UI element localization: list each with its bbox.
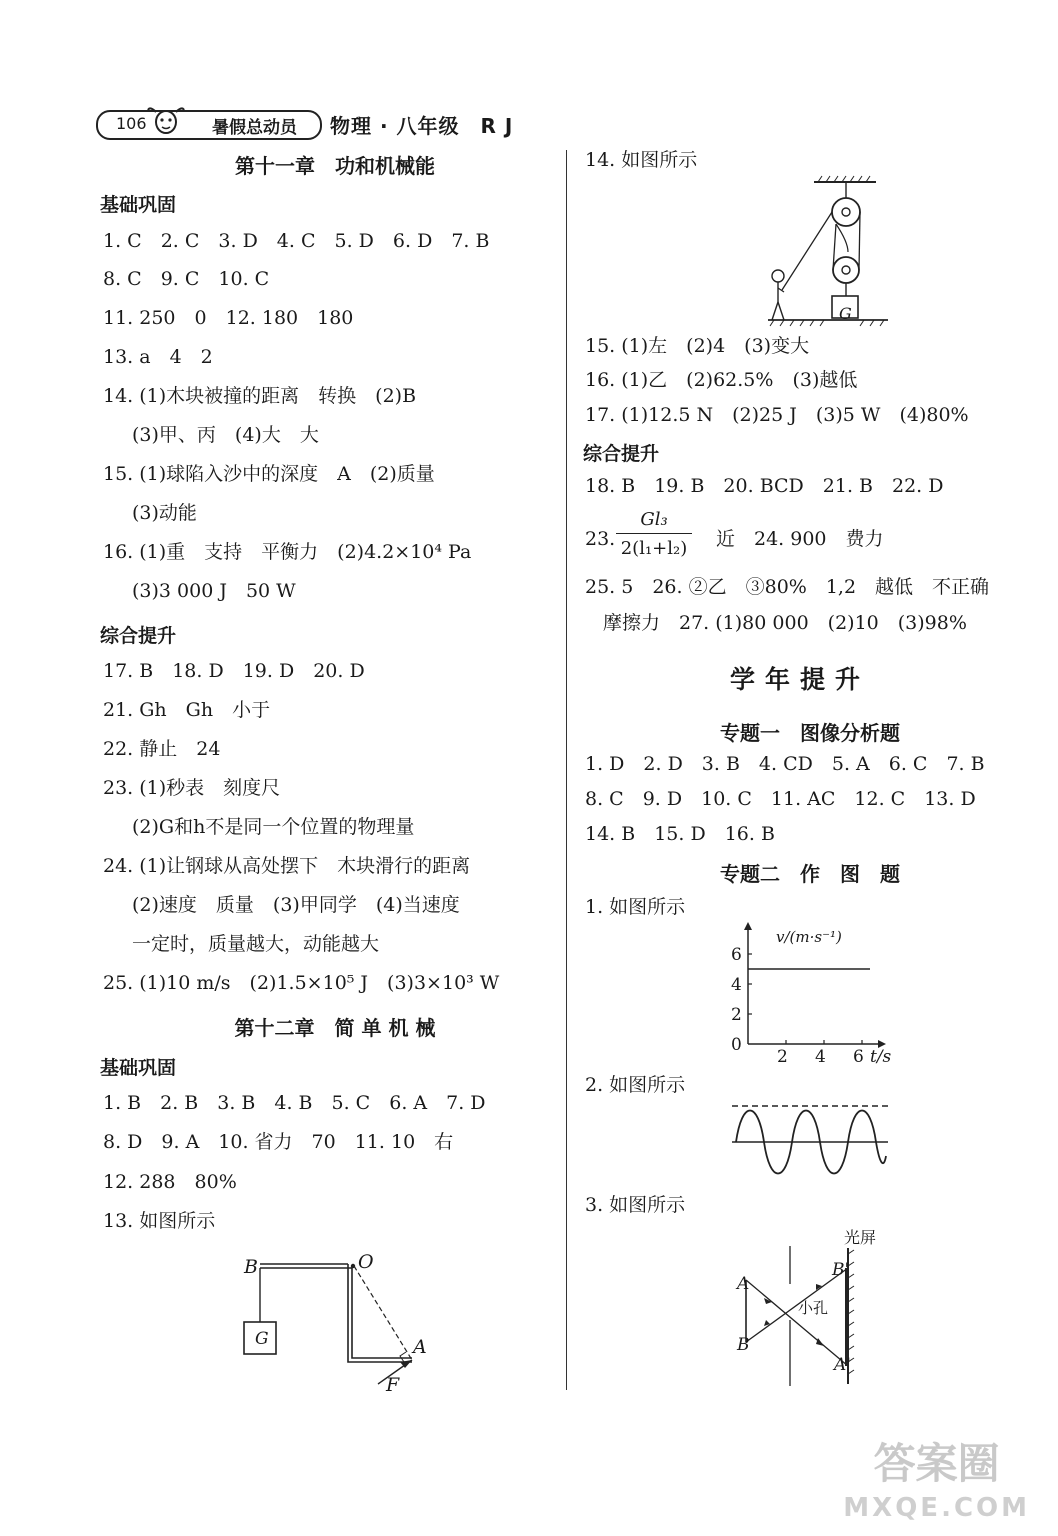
answer-line: 一定时，质量越大，动能越大 [113,933,380,955]
answer-line: 8. C 9. C 10. C [103,268,270,290]
chapter-11-title: 第十一章 功和机械能 [235,154,435,178]
label-B: B [737,1335,750,1355]
ytick-label: 6 [731,945,742,965]
answer-line: 13. a 4 2 [103,346,213,368]
answer-line: 14. (1)木块被撞的距离 转换 (2)B [103,385,417,407]
answer-line: 2. 如图所示 [585,1074,686,1096]
answer-line: (2)速度 质量 (3)甲同学 (4)当速度 [113,894,460,916]
mascot-icon [146,104,186,136]
label-A: A [413,1336,427,1358]
fraction-bar [616,533,692,534]
answer-line: 1. 如图所示 [585,896,686,918]
label-G: G [255,1329,269,1349]
q23-denominator: 2(l₁+l₂) [620,538,688,559]
answer-line: 18. B 19. B 20. BCD 21. B 22. D [585,475,944,497]
answer-line: 22. 静止 24 [103,738,221,760]
answer-line: 近 24. 900 费力 [716,528,884,550]
q23-numerator: Gl₃ [640,509,668,530]
label-B: B [244,1256,258,1278]
watermark-logo [843,1439,1030,1530]
answer-line: 15. (1)左 (2)4 (3)变大 [585,335,810,357]
answer-line: 24. (1)让钢球从高处摆下 木块滑行的距离 [103,855,471,877]
label-A-prime: A' [834,1355,851,1375]
answer-line: 16. (1)重 支持 平衡力 (2)4.2×10⁴ Pa [103,541,472,563]
topic-1-title: 专题一 图像分析题 [720,721,900,745]
section-advanced-1: 综合提升 [100,625,177,647]
answer-line: 25. (1)10 m/s (2)1.5×10⁵ J (3)3×10³ W [103,972,500,994]
answer-line: 1. D 2. D 3. B 4. CD 5. A 6. C 7. B [585,753,985,775]
chapter-12-title: 第十二章 简 单 机 械 [234,1016,436,1040]
ytick-label: 2 [731,1005,742,1025]
graph-ylabel: v/(m·s⁻¹) [776,928,842,946]
answer-line: (3)3 000 J 50 W [113,580,296,602]
answer-line: 17. B 18. D 19. D 20. D [103,660,365,682]
column-divider [566,150,567,1390]
topic-2-title: 专题二 作 图 题 [720,862,900,886]
answer-line: 8. D 9. A 10. 省力 70 11. 10 右 [103,1131,454,1153]
xtick-label: 6 [853,1047,864,1067]
answer-line: (3)甲、丙 (4)大 大 [113,424,319,446]
pulley-figure [764,172,892,328]
answer-line: (2)G和h不是同一个位置的物理量 [113,816,415,838]
answer-line: 8. C 9. D 10. C 11. AC 12. C 13. D [585,788,976,810]
year-review-title: 学年提升 [729,665,870,694]
answer-line: 14. B 15. D 16. B [585,823,775,845]
answer-line: 摩擦力 27. (1)80 000 (2)10 (3)98% [603,612,967,634]
answer-line: 3. 如图所示 [585,1194,686,1216]
answer-line: (3)动能 [113,502,197,524]
page-number: 106 [116,114,147,133]
pulley-box-label: G [839,304,852,323]
answer-line: 23. (1)秒表 刻度尺 [103,777,281,799]
ytick-label: 4 [731,975,742,995]
brand-name: 暑假总动员 [212,118,297,138]
xtick-label: 2 [777,1047,788,1067]
watermark-text: 答案圈 [873,1439,1000,1488]
section-advanced-2: 综合提升 [583,443,660,465]
xtick-label: 4 [815,1047,826,1067]
label-O: O [358,1251,374,1273]
answer-line: 12. 288 80% [103,1171,237,1193]
section-basic-2: 基础巩固 [100,1057,177,1079]
label-B-prime: B' [832,1260,850,1280]
answer-line: 14. 如图所示 [585,149,698,171]
graph-xlabel: t/s [870,1047,892,1067]
answer-line: 13. 如图所示 [103,1210,216,1232]
subject-label: 物理 · 八年级 R J [330,114,514,138]
ytick-label: 0 [731,1035,742,1055]
watermark-url: MXQE.COM [843,1493,1030,1523]
screen-label: 光屏 [844,1228,877,1247]
wave-figure [728,1096,892,1190]
answer-line: 1. C 2. C 3. D 4. C 5. D 6. D 7. B [103,230,490,252]
answer-line: 25. 5 26. ②乙 ③80% 1,2 越低 不正确 [585,576,990,598]
answer-line: 1. B 2. B 3. B 4. B 5. C 6. A 7. D [103,1092,486,1114]
label-A: A [737,1274,750,1294]
pinhole-label: 小孔 [798,1299,829,1317]
answer-line: 15. (1)球陷入沙中的深度 A (2)质量 [103,463,435,485]
answer-line: 16. (1)乙 (2)62.5% (3)越低 [585,369,858,391]
answer-line: 11. 250 0 12. 180 180 [103,307,354,329]
section-basic-1: 基础巩固 [100,194,177,216]
answer-line: 17. (1)12.5 N (2)25 J (3)5 W (4)80% [585,404,969,426]
q23-prefix: 23. [585,528,616,550]
answer-line: 21. Gh Gh 小于 [103,699,271,721]
label-F: F [386,1374,400,1396]
lever-figure [236,1248,436,1396]
